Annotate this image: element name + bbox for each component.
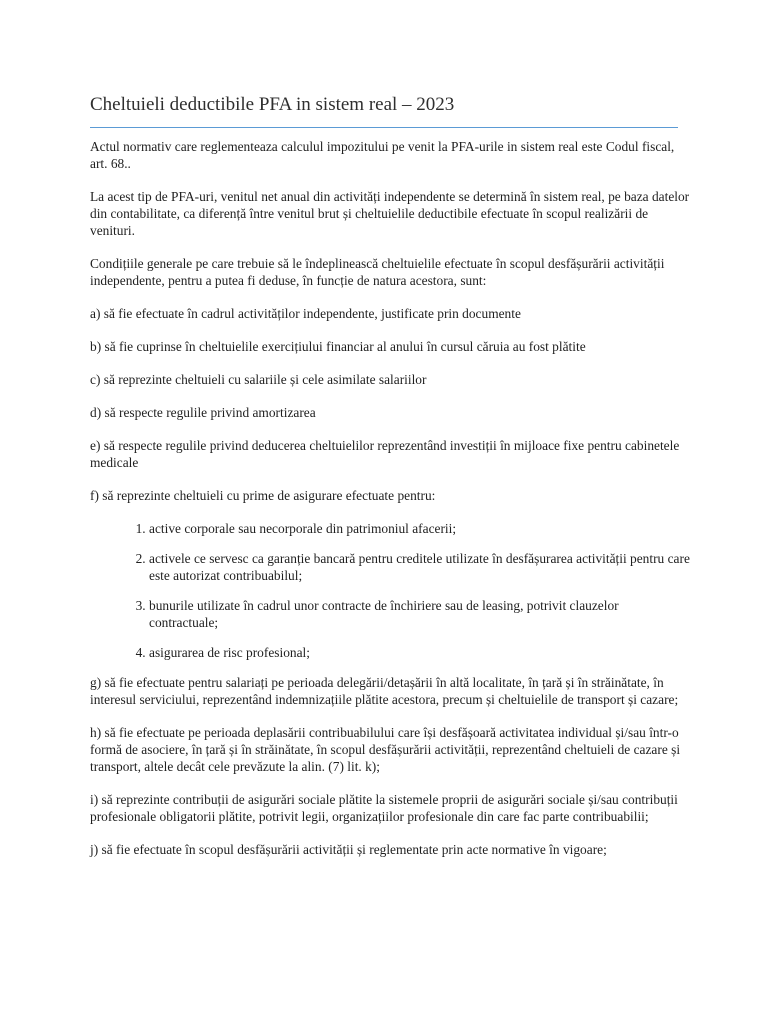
- insurance-list: [90, 520, 690, 661]
- condition-item-a: a) să fie efectuate în cadrul activităților independente, justificate prin documente: [90, 306, 521, 321]
- conditions-paragraph: Condițiile generale pe care trebuie să le îndeplinească cheltuielile efectuate în scopul desfășurării activității independente, pentru a putea fi deduse, în funcție de natura acestora, sunt:: [90, 256, 665, 288]
- document-body: [90, 138, 690, 874]
- condition-item-b: b) să fie cuprinse în cheltuielile exercițiului financiar al anului în cursul căruia au fost plătite: [90, 339, 586, 354]
- title-divider: [90, 127, 678, 128]
- condition-item-e: e) să respecte regulile privind deducerea cheltuielilor reprezentând investiții în mijloace fixe pentru cabinetele medicale: [90, 438, 680, 470]
- condition-item-c: c) să reprezinte cheltuieli cu salariile și cele asimilate salariilor: [90, 372, 427, 387]
- net-income-paragraph: La acest tip de PFA-uri, venitul net anual din activități independente se determină în sistem real, pe baza datelor din contabilitate, ca diferență între venitul brut și cheltuielile deductibile efectuate în scopul realizării de venituri.: [90, 189, 690, 238]
- condition-item-i: i) să reprezinte contribuții de asigurări sociale plătite la sistemele proprii de asigurări sociale și/sau contribuții profesionale obligatorii plătite, potrivit legii, organizațiilor profesionale din care fac parte contribuabilii;: [90, 792, 678, 824]
- page-title: Cheltuieli deductibile PFA in sistem real – 2023: [90, 94, 455, 115]
- insurance-list-item: 1. active corporale sau necorporale din patrimoniul afacerii;: [149, 520, 690, 537]
- condition-item-g: g) să fie efectuate pentru salariați pe perioada delegării/detașării în altă localitate, în țară și în străinătate, în interesul serviciului, reprezentând indemnizațiile plătite acestora, precum și cheltuielile de transport și cazare;: [90, 675, 679, 707]
- intro-paragraph: Actul normativ care reglementeaza calculul impozitului pe venit la PFA-urile in sistem real este Codul fiscal, art. 68..: [90, 139, 675, 171]
- condition-item-h: h) să fie efectuate pe perioada deplasării contribuabilului care își desfășoară activitatea individual și/sau într-o formă de asociere, în țară și în străinătate, în scopul desfășurării activității, reprezentând cheltuieli de cazare și transport, altele decât cele prevăzute la alin. (7) lit. k);: [90, 725, 681, 774]
- insurance-list-item: 4. asigurarea de risc profesional;: [149, 644, 690, 661]
- insurance-list-item: 3. bunurile utilizate în cadrul unor contracte de închiriere sau de leasing, potrivit clauzelor contractuale;: [149, 597, 690, 631]
- insurance-list-item: 2. activele ce servesc ca garanție bancară pentru creditele utilizate în desfășurarea activității pentru care este autorizat contribuabilul;: [149, 550, 690, 584]
- condition-item-d: d) să respecte regulile privind amortizarea: [90, 405, 316, 420]
- condition-item-f: f) să reprezinte cheltuieli cu prime de asigurare efectuate pentru:: [90, 488, 436, 503]
- condition-item-j: j) să fie efectuate în scopul desfășurării activității și reglementate prin acte normative în vigoare;: [90, 842, 607, 857]
